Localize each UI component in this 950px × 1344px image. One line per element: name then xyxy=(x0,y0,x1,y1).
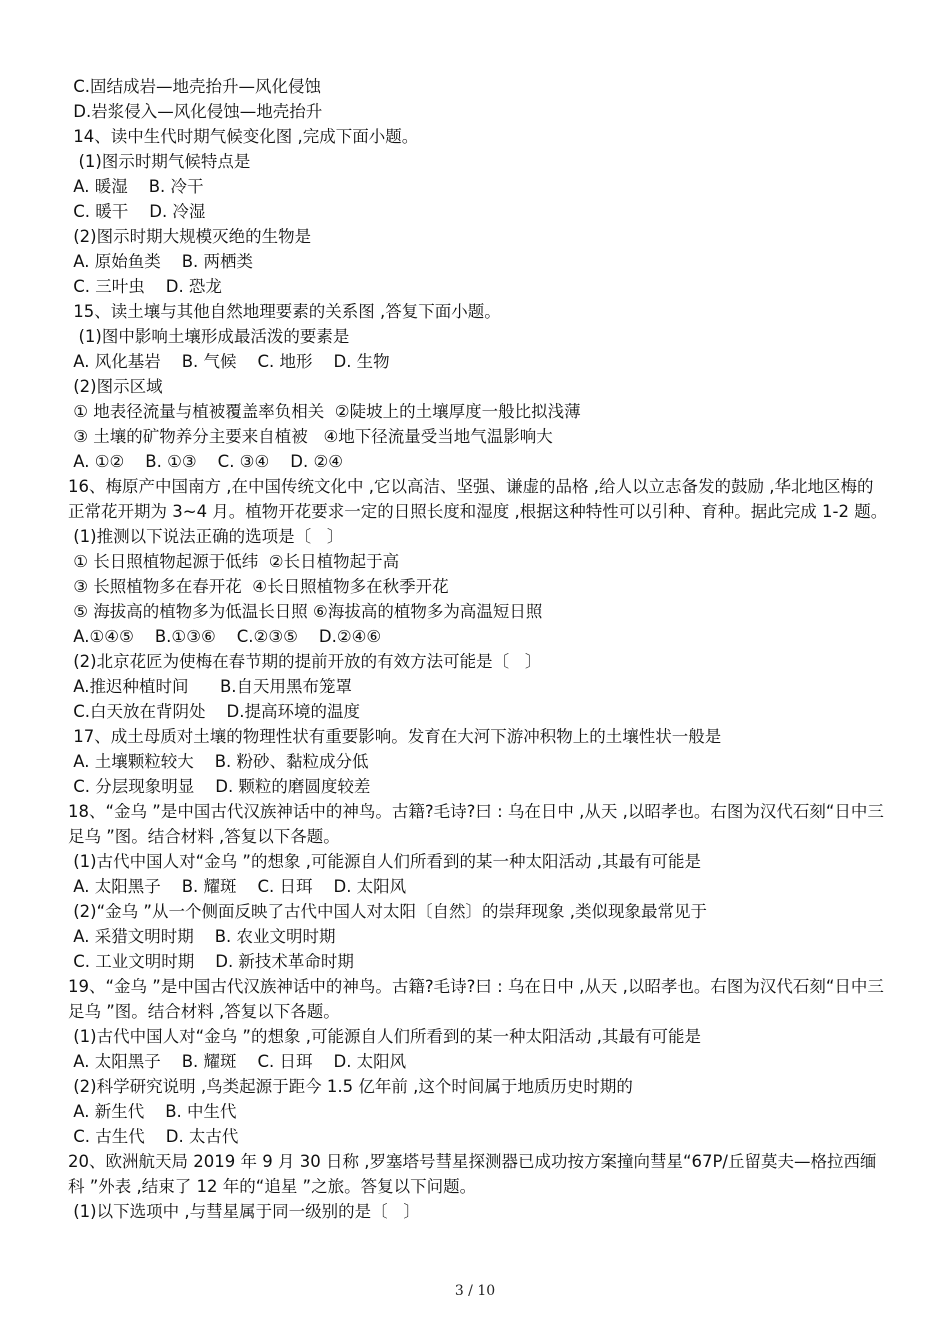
options-line: A.①④⑤ B.①③⑥ C.②③⑤ D.②④⑥ xyxy=(68,627,382,646)
text-line: ① 地表径流量与植被覆盖率负相关 ②陡坡上的土壤厚度一般比拟浅薄 xyxy=(68,402,581,421)
text-line: (1)古代中国人对“金乌 ”的想象 ,可能源自人们所看到的某一种太阳活动 ,其最有可能是 xyxy=(68,852,701,871)
question-17-stem: 17、成土母质对土壤的物理性状有重要影响。发育在大河下游冲积物上的土壤性状一般是 xyxy=(68,727,722,746)
text-line: ③ 长照植物多在春开花 ④长日照植物多在秋季开花 xyxy=(68,577,449,596)
options-line: A. 原始鱼类 B. 两栖类 xyxy=(68,252,254,271)
text-line: (2)科学研究说明 ,鸟类起源于距今 1.5 亿年前 ,这个时间属于地质历史时期的 xyxy=(68,1077,633,1096)
text-line: (2)图示时期大规模灭绝的生物是 xyxy=(68,227,312,246)
options-line: C.白天放在背阴处 D.提高环境的温度 xyxy=(68,702,360,721)
options-line: C. 分层现象明显 D. 颗粒的磨圆度较差 xyxy=(68,777,371,796)
question-19-stem: 19、“金乌 ”是中国古代汉族神话中的神鸟。古籍?毛诗?曰 : 乌在日中 ,从天 ,以昭孝也。右图为汉代石刻“日中三足乌 ”图。结合材料 ,答复以下各题。 xyxy=(68,977,884,1021)
options-line: A. 新生代 B. 中生代 xyxy=(68,1102,237,1121)
text-line: D.岩浆侵入—风化侵蚀—地壳抬升 xyxy=(68,102,323,121)
text-line: ① 长日照植物起源于低纬 ②长日植物起于高 xyxy=(68,552,400,571)
text-line: (2)北京花匠为使梅在春节期的提前开放的有效方法可能是〔 〕 xyxy=(68,652,542,671)
page-number: 3 / 10 xyxy=(454,1283,496,1299)
options-line: C. 暖干 D. 冷湿 xyxy=(68,202,206,221)
options-line: C. 工业文明时期 D. 新技术革命时期 xyxy=(68,952,354,971)
options-line: C. 三叶虫 D. 恐龙 xyxy=(68,277,222,296)
options-line: A. 太阳黑子 B. 耀斑 C. 日珥 D. 太阳风 xyxy=(68,877,407,896)
text-line: ⑤ 海拔高的植物多为低温长日照 ⑥海拔高的植物多为高温短日照 xyxy=(68,602,543,621)
question-14-stem: 14、读中生代时期气候变化图 ,完成下面小题。 xyxy=(68,127,419,146)
text-line: (1)以下选项中 ,与彗星属于同一级别的是〔 〕 xyxy=(68,1202,420,1221)
text-line: (1)古代中国人对“金乌 ”的想象 ,可能源自人们所看到的某一种太阳活动 ,其最有可能是 xyxy=(68,1027,701,1046)
text-line: (1)图示时期气候特点是 xyxy=(68,152,251,171)
options-line: A. 暖湿 B. 冷干 xyxy=(68,177,204,196)
options-line: A. 采猎文明时期 B. 农业文明时期 xyxy=(68,927,336,946)
question-20-stem: 20、欧洲航天局 2019 年 9 月 30 日称 ,罗塞塔号彗星探测器已成功按方案撞向彗星“67P/丘留莫夫—格拉西缅科 ”外表 ,结束了 12 年的“追星 ”之旅。答复以下问题。 xyxy=(68,1152,877,1196)
text-line: (2)“金乌 ”从一个侧面反映了古代中国人对太阳〔自然〕的崇拜现象 ,类似现象最常见于 xyxy=(68,902,707,921)
question-15-stem: 15、读土壤与其他自然地理要素的关系图 ,答复下面小题。 xyxy=(68,302,501,321)
options-line: A.推迟种植时间 B.自天用黑布笼罩 xyxy=(68,677,353,696)
options-line: A. 土壤颗粒较大 B. 粉砂、黏粒成分低 xyxy=(68,752,369,771)
options-line: A. 风化基岩 B. 气候 C. 地形 D. 生物 xyxy=(68,352,390,371)
options-line: A. ①② B. ①③ C. ③④ D. ②④ xyxy=(68,452,344,471)
text-line: C.固结成岩—地壳抬升—风化侵蚀 xyxy=(68,77,322,96)
text-line: ③ 土壤的矿物养分主要来自植被 ④地下径流量受当地气温影响大 xyxy=(68,427,553,446)
question-18-stem: 18、“金乌 ”是中国古代汉族神话中的神鸟。古籍?毛诗?曰 : 乌在日中 ,从天 ,以昭孝也。右图为汉代石刻“日中三足乌 ”图。结合材料 ,答复以下各题。 xyxy=(68,802,884,846)
text-line: (1)图中影响土壤形成最活泼的要素是 xyxy=(68,327,350,346)
question-16-stem: 16、梅原产中国南方 ,在中国传统文化中 ,它以高洁、坚强、谦虚的品格 ,给人以立志备发的鼓励 ,华北地区梅的正常花开期为 3~4 月。植物开花要求一定的日照长度和湿度 ,根据这种特性可以引种、育种。据此完成 1-2 题。 xyxy=(68,477,888,521)
options-line: A. 太阳黑子 B. 耀斑 C. 日珥 D. 太阳风 xyxy=(68,1052,407,1071)
text-line: (2)图示区域 xyxy=(68,377,163,396)
options-line: C. 古生代 D. 太古代 xyxy=(68,1127,239,1146)
page-content xyxy=(68,74,888,1224)
text-line: (1)推测以下说法正确的选项是〔 〕 xyxy=(68,527,344,546)
